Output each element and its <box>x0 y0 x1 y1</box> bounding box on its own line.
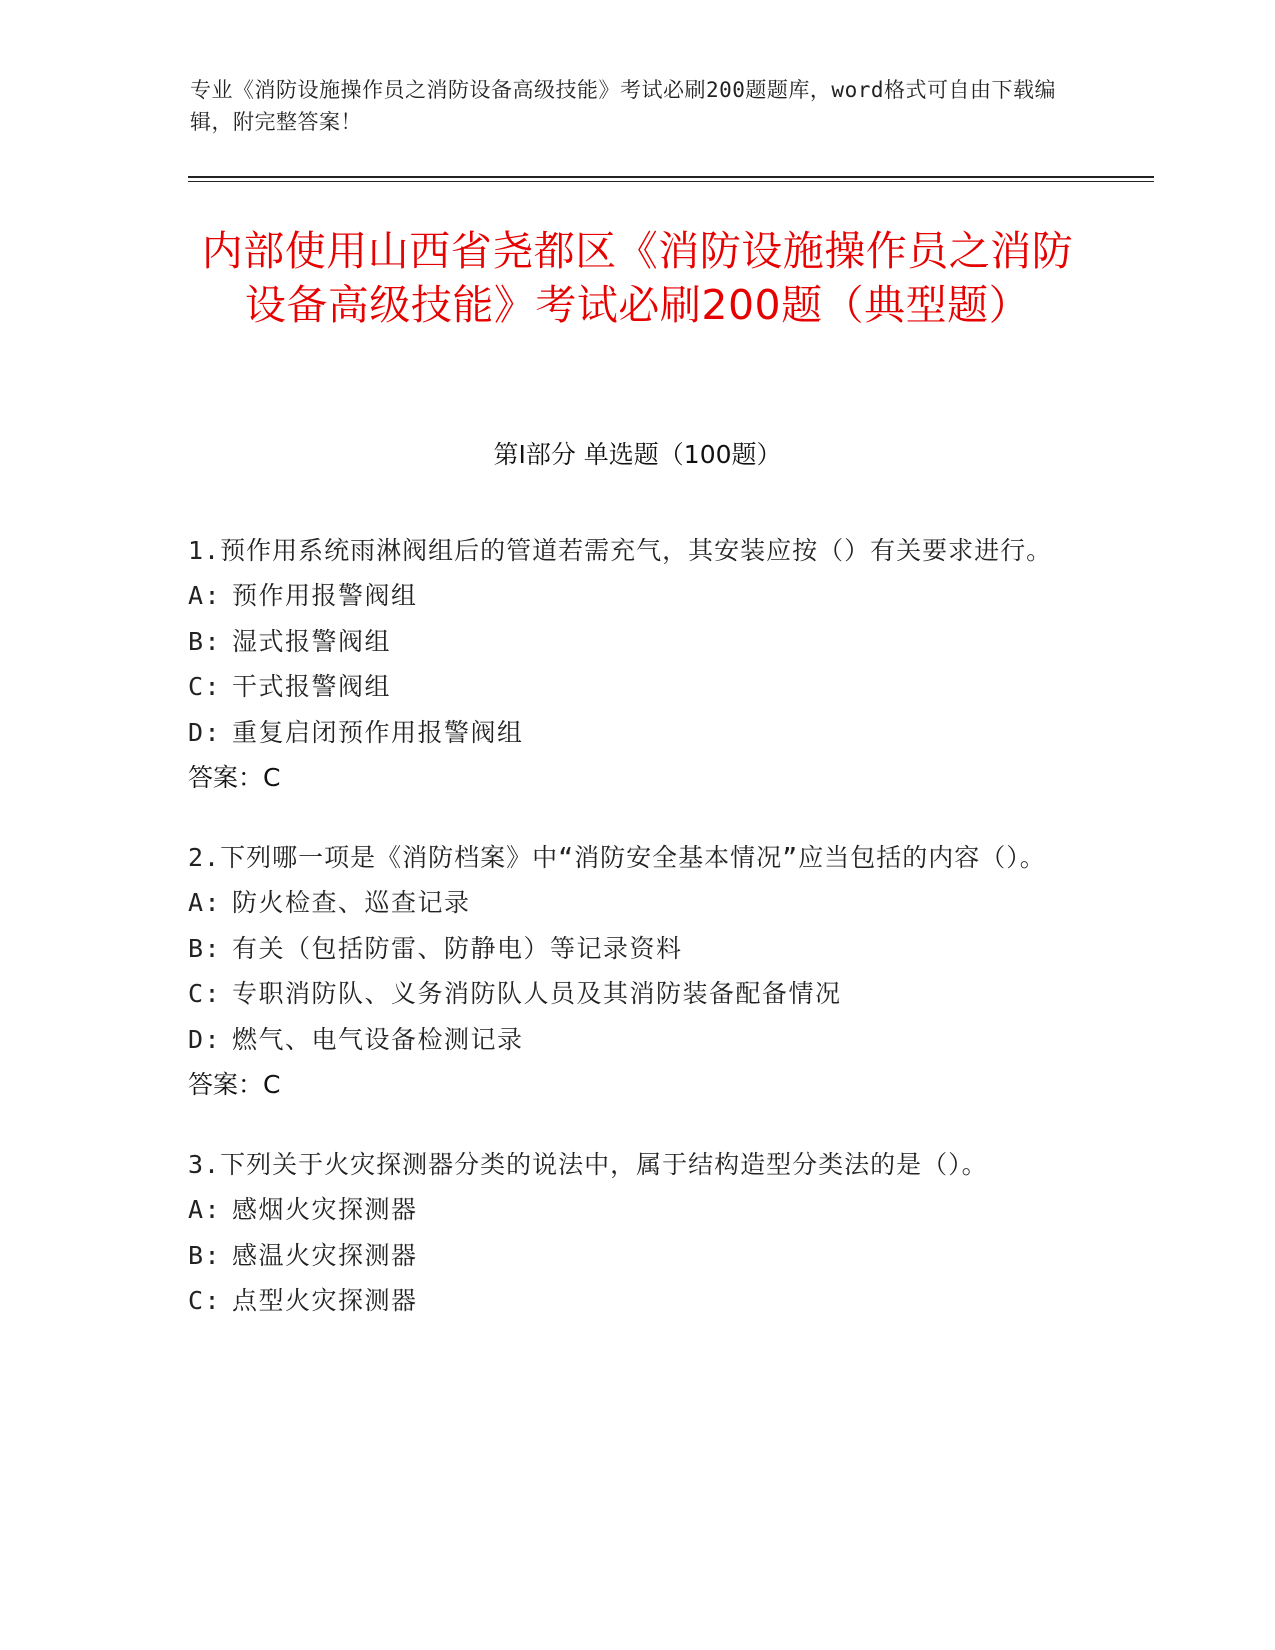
option-b <box>188 619 1068 665</box>
option-text: 专职消防队、义务消防队人员及其消防装备配备情况 <box>232 979 842 1008</box>
option-text: 有关（包括防雷、防静电）等记录资料 <box>232 933 683 963</box>
header-divider-thin <box>188 181 1154 182</box>
option-letter: D: <box>188 717 222 747</box>
question-stem: 3.下列关于火灾探测器分类的说法中，属于结构造型分类法的是（）。 <box>188 1150 988 1179</box>
question-answer: 答案：C <box>188 763 281 792</box>
option-text: 感烟火灾探测器 <box>232 1195 418 1224</box>
option-a <box>188 1187 1068 1233</box>
section-heading: 第Ⅰ部分 单选题（100题） <box>493 440 782 469</box>
option-letter: B: <box>188 1240 222 1270</box>
question-list <box>188 528 1068 1358</box>
option-letter: B: <box>188 626 222 656</box>
option-letter: B: <box>188 933 222 963</box>
question-3 <box>188 1142 1068 1324</box>
option-c <box>188 971 1068 1017</box>
option-b <box>188 926 1068 972</box>
option-letter: A: <box>188 581 222 610</box>
option-letter: C: <box>188 979 222 1008</box>
document-title: 内部使用山西省尧都区《消防设施操作员之消防设备高级技能》考试必刷200题（典型题） <box>201 227 1074 329</box>
option-text: 防火检查、巡查记录 <box>232 888 471 917</box>
question-stem: 1.预作用系统雨淋阀组后的管道若需充气，其安装应按（）有关要求进行。 <box>188 536 1053 565</box>
option-text: 点型火灾探测器 <box>232 1286 418 1315</box>
option-text: 干式报警阀组 <box>232 672 392 701</box>
option-c <box>188 664 1068 710</box>
option-text: 燃气、电气设备检测记录 <box>232 1024 524 1054</box>
option-c <box>188 1278 1068 1324</box>
option-d <box>188 710 1068 756</box>
question-answer: 答案：C <box>188 1070 281 1099</box>
option-text: 感温火灾探测器 <box>232 1240 418 1270</box>
header-note: 专业《消防设施操作员之消防设备高级技能》考试必刷200题题库，word格式可自由下载编辑，附完整答案！ <box>190 78 1056 134</box>
option-text: 湿式报警阀组 <box>232 626 392 656</box>
option-letter: A: <box>188 1195 222 1224</box>
option-letter: D: <box>188 1024 222 1054</box>
header-divider-thick <box>188 176 1154 178</box>
option-b <box>188 1233 1068 1279</box>
option-letter: C: <box>188 1286 222 1315</box>
question-1 <box>188 528 1068 801</box>
option-a <box>188 880 1068 926</box>
option-text: 预作用报警阀组 <box>232 581 418 610</box>
option-letter: C: <box>188 672 222 701</box>
option-text: 重复启闭预作用报警阀组 <box>232 717 524 747</box>
option-letter: A: <box>188 888 222 917</box>
question-2 <box>188 835 1068 1108</box>
option-d <box>188 1017 1068 1063</box>
question-stem: 2.下列哪一项是《消防档案》中“消防安全基本情况”应当包括的内容（）。 <box>188 843 1046 872</box>
option-a <box>188 573 1068 619</box>
